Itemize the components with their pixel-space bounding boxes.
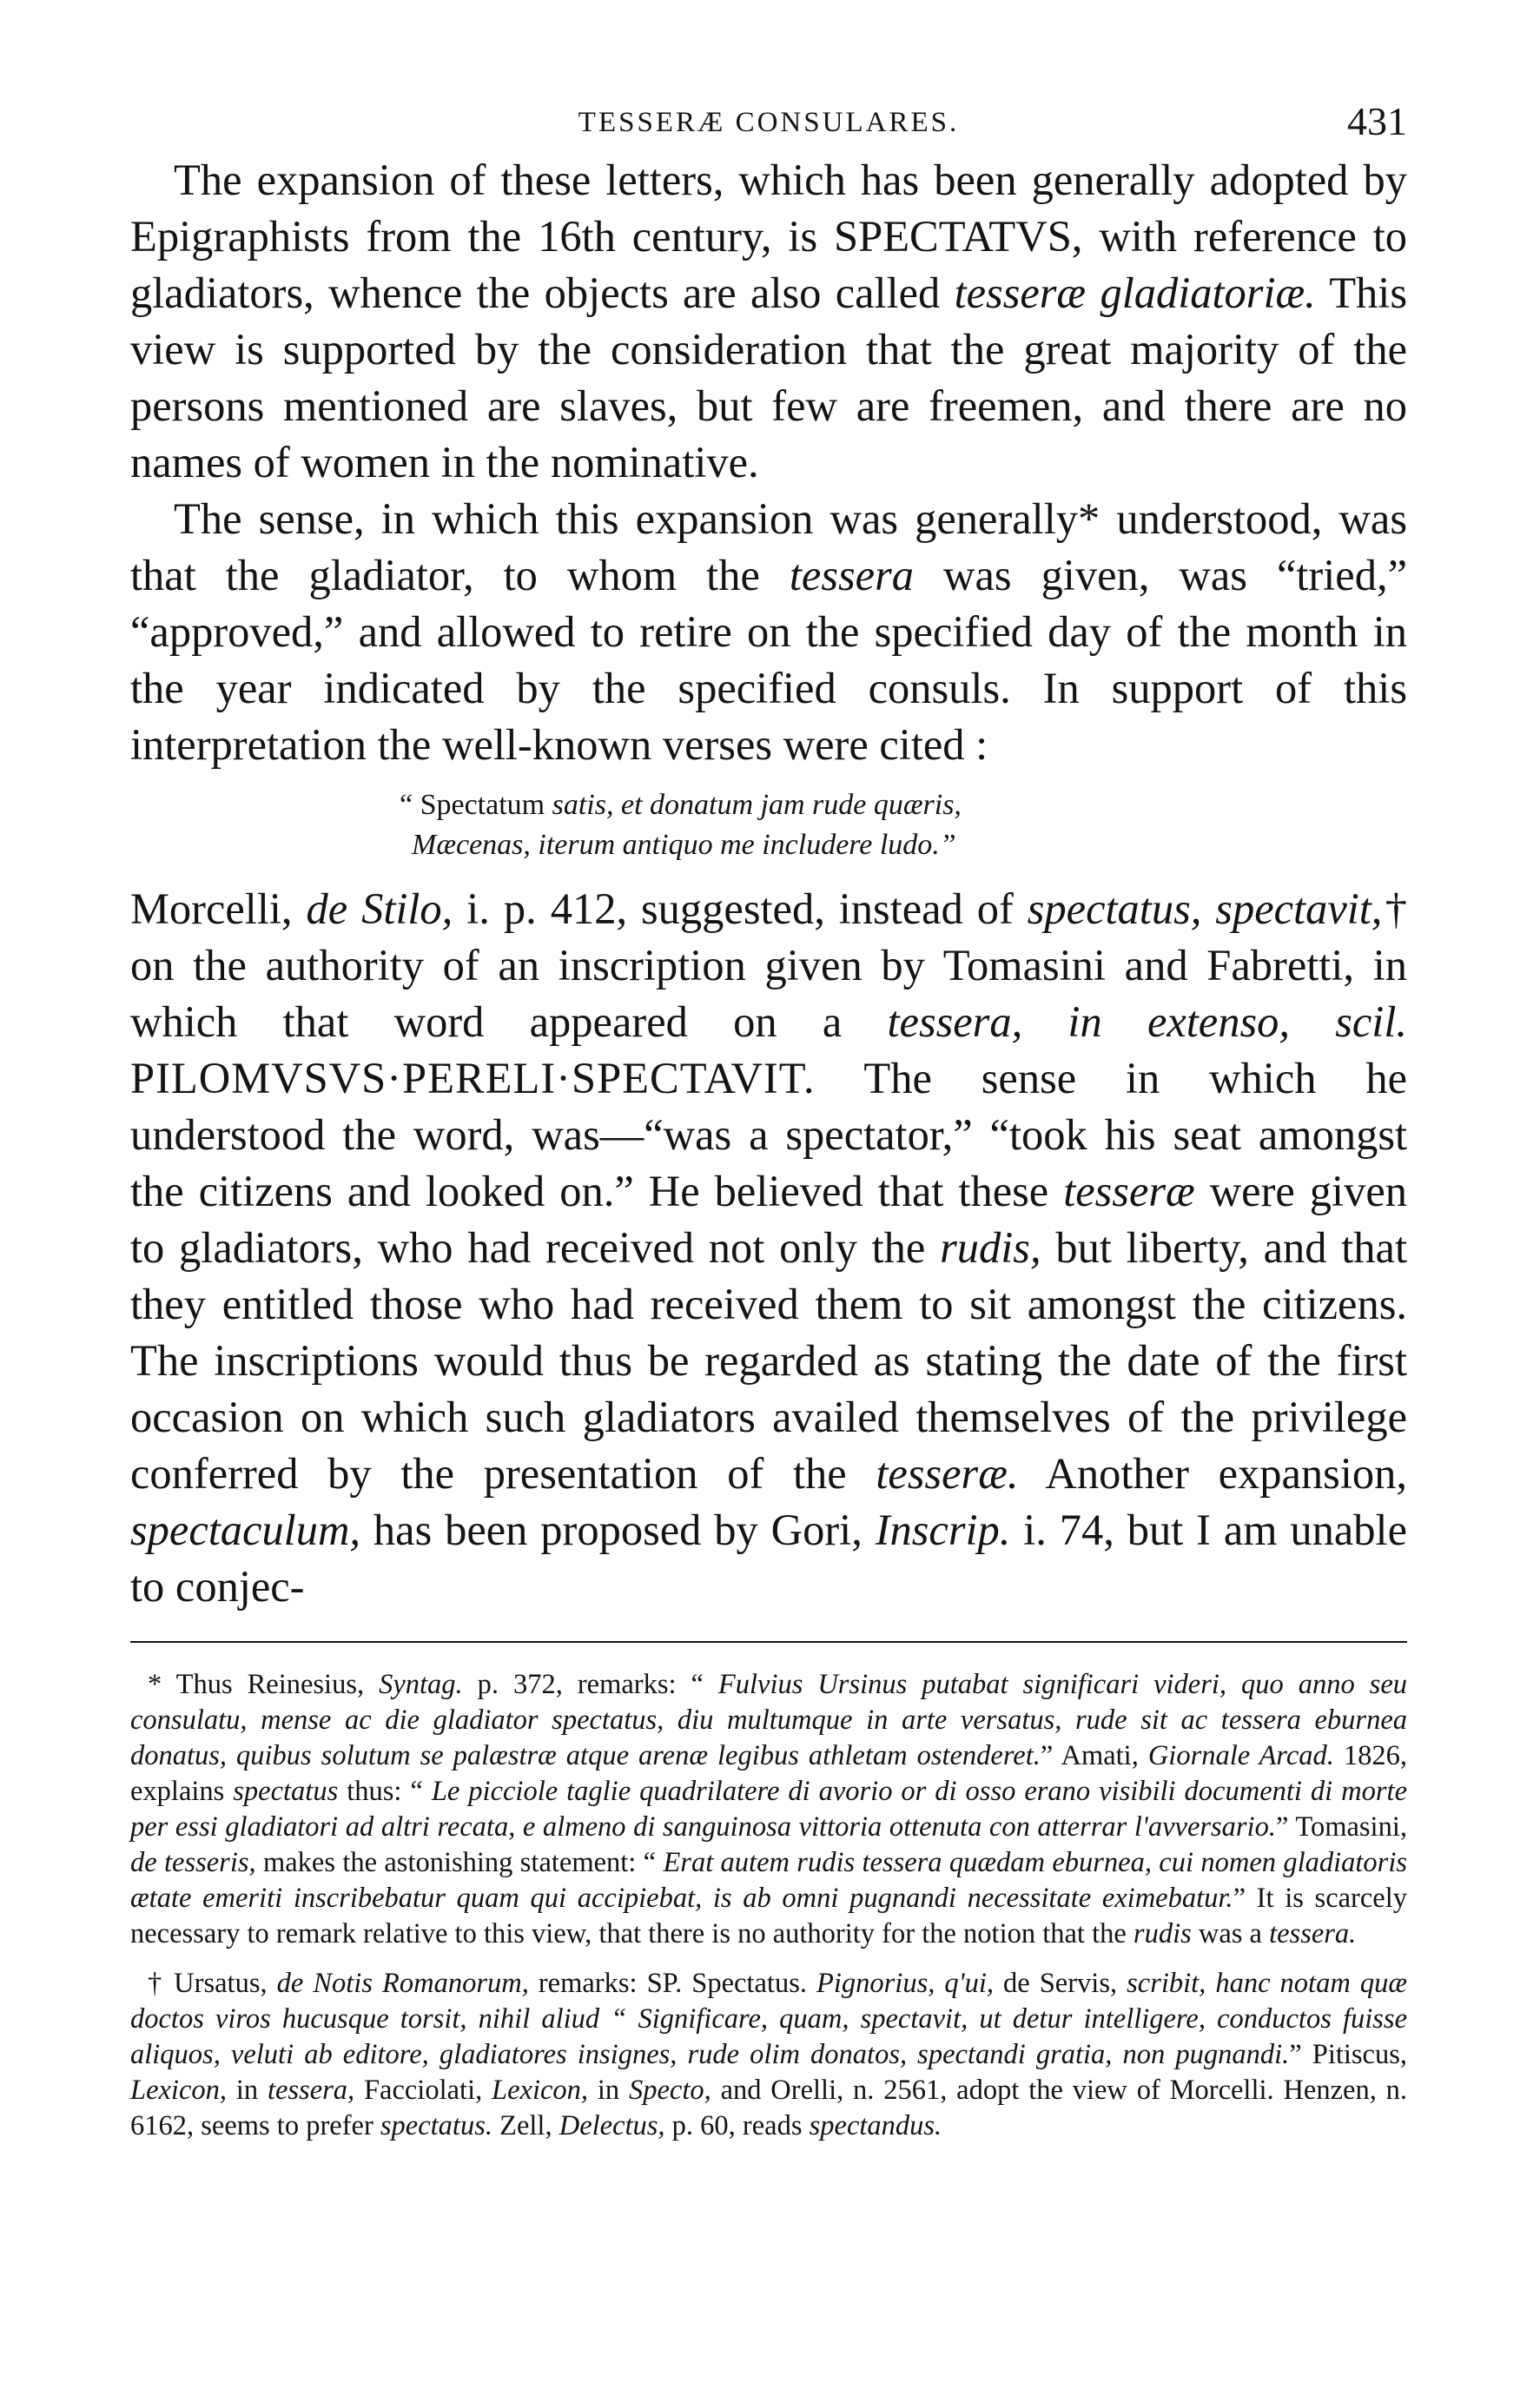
- italic-run: Le picciole taglie quadrilatere di avorio or di osso erano visibili documenti di morte per essi gladiatori ad altri recata, e almeno di sanguinosa vittoria ottenuta con atterrar l'avversario.: [130, 1776, 1407, 1843]
- text-run: i. 74, but I am unable to conjec-: [130, 1506, 1407, 1611]
- text-run: thus: “: [338, 1776, 432, 1807]
- text-run: * Thus Reinesius,: [148, 1669, 380, 1700]
- text-run: Morcelli,: [130, 884, 307, 933]
- inscription-text: PILOMVSVS·PERELI·SPECTAVIT.: [130, 1054, 816, 1102]
- paragraph-1: [130, 152, 1407, 491]
- italic-run: spectatus.: [380, 2110, 492, 2141]
- italic-run: Delectus,: [558, 2110, 665, 2141]
- verse-line-1: [400, 785, 1407, 825]
- text-run: remarks: SP. Spectatus.: [528, 1968, 817, 1999]
- text-run: in: [227, 2075, 268, 2106]
- page-number: 431: [1347, 99, 1407, 143]
- italic-run: spectatus, spectavit,: [1027, 884, 1383, 933]
- italic-run: spectandus.: [809, 2110, 942, 2141]
- italic-run: tessera, in extenso, scil.: [887, 997, 1407, 1046]
- italic-run: Syntag.: [379, 1669, 463, 1700]
- italic-run: Giornale Arcad.: [1147, 1740, 1334, 1771]
- book-page: [130, 91, 1407, 2158]
- running-head: [130, 91, 1407, 152]
- text-run: in: [588, 2075, 629, 2106]
- italic-run: Fulvius Ursinus putabat significari videri, quo anno seu consulatu, mense ac die gladiator spectatus, diu multumque in arte versatus, rude sit ac tessera eburnea donatus, quibus solutum se palæstræ atque arenæ legibus athletam ostenderet.: [130, 1669, 1408, 1771]
- text-run: p. 372, remarks: “: [462, 1669, 718, 1700]
- text-run: has been proposed by Gori,: [360, 1506, 876, 1554]
- footnote-asterisk: [130, 1667, 1407, 1952]
- text-run: were given to gladiators, who had received not only the: [130, 1167, 1407, 1272]
- text-run: p. 60, reads: [664, 2110, 810, 2141]
- text-run: This view is supported by the consideration that the great majority of the persons mentioned are slaves, but few are freemen, and there are no names of women in the nominative.: [130, 268, 1407, 486]
- text-run: ” Tomasini,: [1275, 1811, 1407, 1843]
- verse-line-2: [400, 825, 1407, 865]
- italic-run: Lexicon,: [130, 2075, 228, 2106]
- text-run: 1826, explains: [130, 1740, 1408, 1807]
- text-run: was given, was “tried,” “approved,” and allowed to retire on the specified day of the month in the year indicated by the specified consuls. In support of this interpretation the well-known verses were cited :: [130, 551, 1407, 769]
- text-run: i. p. 412, suggested, instead of: [453, 884, 1028, 933]
- italic-run: Lexicon,: [492, 2075, 589, 2106]
- italic-run: tesseræ.: [876, 1449, 1019, 1498]
- italic-run: spectatus: [233, 1776, 339, 1807]
- text-run: † on the authority of an inscription given by Tomasini and Fabretti, in which that word appeared on a: [130, 884, 1407, 1046]
- italic-run: satis, et donatum jam rude quæris,: [552, 789, 962, 821]
- text-run: was a: [1191, 1918, 1270, 1949]
- text-run: The expansion of these letters, which has been generally adopted by Epigraphists from the 16th century, is SPECTATVS, with reference to gladiators, whence the objects are also called: [130, 156, 1407, 317]
- italic-run: tessera.: [1269, 1918, 1357, 1949]
- text-run: † Ursatus,: [148, 1968, 277, 1999]
- text-run: de Servis,: [993, 1968, 1127, 1999]
- text-run: makes the astonishing statement: “: [255, 1847, 664, 1878]
- text-run: “ Spectatum: [400, 789, 552, 821]
- text-run: and Orelli, n. 2561, adopt the view of Morcelli. Henzen, n. 6162, seems to prefer: [130, 2075, 1408, 2141]
- text-run: but liberty, and that they entitled those who had received them to sit amongst the citizens. The inscriptions would thus be regarded as stating the date of the first occasion on which such gladiators availed themselves of the privilege conferred by the presentation of the: [130, 1223, 1407, 1498]
- footnote-dagger: [130, 1966, 1407, 2144]
- italic-run: spectaculum,: [130, 1506, 361, 1554]
- italic-run: rudis,: [940, 1223, 1041, 1272]
- text-run: The sense in which he understood the word, was—“was a spectator,” “took his seat amongst the citizens and looked on.” He believed that these: [130, 1054, 1407, 1215]
- italic-run: de Stilo,: [306, 884, 453, 933]
- verse-quotation: [400, 785, 1407, 865]
- paragraph-3: [130, 881, 1407, 1615]
- italic-run: Mæcenas, iterum antiquo me includere ludo.”: [412, 829, 956, 861]
- text-run: ” It is scarcely necessary to remark relative to this view, that there is no authority for the notion that the: [130, 1883, 1407, 1949]
- italic-run: scribit, hanc notam quæ doctos viros hucusque torsit, nihil aliud “ Significare, quam, spectavit, ut detur intelligere, conductos fuisse aliquos, veluti ab editore, gladiatores insignes, rude olim donatos, spectandi gratia, non pugnandi.: [130, 1968, 1407, 2070]
- main-text: [130, 152, 1407, 1615]
- text-run: ” Amati,: [1040, 1740, 1148, 1771]
- italic-run: rudis: [1133, 1918, 1192, 1949]
- text-run: Facciolati,: [354, 2075, 492, 2106]
- italic-run: tessera,: [267, 2075, 355, 2106]
- footnote-rule: [130, 1641, 1407, 1643]
- italic-run: Pignorius, q'ui,: [816, 1968, 994, 1999]
- footnotes: [130, 1667, 1407, 2144]
- italic-run: tesseræ: [1063, 1167, 1195, 1215]
- italic-run: de tesseris,: [130, 1847, 256, 1878]
- text-run: Zell,: [492, 2110, 559, 2141]
- italic-run: tessera: [789, 551, 914, 599]
- text-run: Another expansion,: [1018, 1449, 1407, 1498]
- italic-run: Specto,: [628, 2075, 711, 2106]
- paragraph-2: [130, 491, 1407, 773]
- italic-run: Inscrip.: [875, 1506, 1011, 1554]
- text-run: The sense, in which this expansion was generally* understood, was that the gladiator, to whom the: [130, 494, 1407, 599]
- italic-run: de Notis Romanorum,: [276, 1968, 529, 1999]
- text-run: ” Pitiscus,: [1289, 2039, 1408, 2070]
- italic-run: Erat autem rudis tessera quædam eburnea, cui nomen gladiatoris ætate emeriti inscribebatur quam qui accipiebat, is ab omni pugnandi necessitate eximebatur.: [130, 1847, 1407, 1914]
- italic-run: tesseræ gladiatoriæ.: [954, 268, 1316, 317]
- running-title: TESSERÆ CONSULARES.: [578, 107, 960, 138]
